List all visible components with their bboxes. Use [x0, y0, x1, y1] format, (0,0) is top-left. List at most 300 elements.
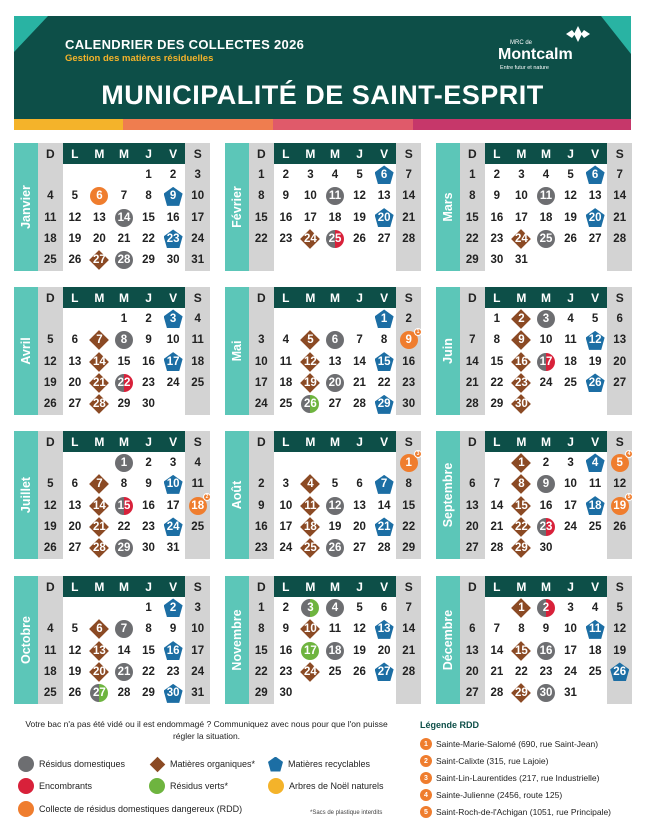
day-cell: [136, 330, 161, 351]
day-cell: [298, 394, 323, 415]
day-number: 8: [258, 623, 265, 636]
day-header: J: [136, 143, 161, 164]
day-cell: [298, 538, 323, 559]
day-cell: [87, 640, 112, 661]
day-cell: [112, 186, 137, 207]
legend-recycling-label: Matières recyclables: [288, 759, 371, 769]
day-cell: [298, 186, 323, 207]
day-number: 3: [169, 312, 177, 325]
day-number: 13: [68, 499, 82, 512]
day-cell: [396, 474, 421, 495]
day-number: 17: [166, 499, 180, 512]
day-cell: [347, 394, 372, 415]
rdd-legend-item: [420, 788, 562, 802]
day-header: V: [583, 576, 608, 597]
day-header: V: [161, 576, 186, 597]
day-number: 12: [588, 334, 602, 347]
day-cell: [87, 351, 112, 372]
day-cell: [372, 351, 397, 372]
day-cell: [38, 538, 63, 559]
rdd-legend-item: [420, 805, 611, 819]
legend-trees: [268, 778, 384, 794]
month-label: [436, 431, 460, 559]
day-header: J: [558, 143, 583, 164]
day-header: L: [63, 576, 88, 597]
day-number: 6: [71, 478, 79, 491]
day-number: 1: [120, 312, 128, 325]
day-cell: [485, 538, 510, 559]
empty-cell: [87, 597, 112, 618]
day-cell: [485, 683, 510, 704]
day-number: 18: [191, 355, 205, 368]
day-cell: [136, 164, 161, 185]
rdd-legend-item: [420, 754, 548, 768]
day-cell: [136, 495, 161, 516]
day-cell: [249, 228, 274, 249]
day-cell: [323, 186, 348, 207]
day-cell: [323, 597, 348, 618]
empty-cell: [558, 250, 583, 271]
day-header: D: [249, 287, 274, 308]
day-number: 28: [490, 542, 504, 555]
day-number: 26: [304, 398, 317, 411]
rdd-site-number: 1: [420, 738, 432, 750]
empty-cell: [607, 538, 632, 559]
day-cell: [558, 372, 583, 393]
day-cell: [63, 661, 88, 682]
day-number: 11: [304, 499, 317, 512]
day-cell: [185, 619, 210, 640]
day-number: 12: [353, 190, 366, 203]
organic-bin-icon: [150, 756, 166, 772]
day-cell: [112, 640, 137, 661]
day-number: 13: [377, 623, 391, 636]
day-number: 23: [254, 542, 268, 555]
empty-cell: [298, 452, 323, 473]
month-name: Juillet: [19, 476, 33, 514]
day-cell: [161, 474, 186, 495]
day-cell: [347, 372, 372, 393]
day-number: 9: [145, 478, 152, 491]
day-number: 9: [493, 190, 501, 203]
day-number: 28: [93, 398, 106, 411]
day-number: 25: [191, 376, 205, 389]
day-number: 27: [93, 254, 106, 267]
day-cell: [509, 452, 534, 473]
day-number: 21: [377, 520, 391, 533]
day-cell: [185, 516, 210, 537]
day-number: 21: [465, 376, 479, 389]
rdd-site-text: Saint-Calixte (315, rue Lajoie): [436, 756, 549, 766]
header-banner: [14, 16, 631, 119]
day-cell: [583, 619, 608, 640]
day-cell: [347, 186, 372, 207]
day-number: 12: [564, 190, 577, 203]
day-number: 10: [304, 190, 317, 203]
day-number: 4: [567, 312, 574, 325]
day-cell: [558, 619, 583, 640]
month-name: Décembre: [441, 609, 455, 671]
day-number: 3: [258, 334, 265, 347]
day-header: D: [38, 431, 63, 452]
day-header: V: [161, 143, 186, 164]
legend-domestic-label: Résidus domestiques: [39, 759, 126, 769]
month-grid: [460, 576, 632, 704]
day-cell: [249, 186, 274, 207]
day-cell: [558, 330, 583, 351]
day-number: 9: [542, 623, 550, 636]
day-number: 2: [145, 312, 152, 325]
day-number: 25: [43, 687, 57, 700]
day-cell: [558, 452, 583, 473]
day-cell: [323, 538, 348, 559]
day-number: 31: [191, 687, 205, 700]
day-number: 18: [279, 376, 293, 389]
day-cell: [298, 207, 323, 228]
month-grid: [249, 143, 421, 271]
day-number: 12: [613, 623, 627, 636]
day-number: 22: [515, 665, 528, 678]
day-header: V: [583, 431, 608, 452]
rdd-site-badge: 5: [625, 493, 633, 501]
calendar-subtitle: Gestion des matières résiduelles: [65, 53, 214, 64]
day-number: 26: [588, 376, 602, 389]
empty-cell: [274, 250, 299, 271]
day-header: M: [298, 287, 323, 308]
day-cell: [63, 474, 88, 495]
legend-domestic: [18, 756, 125, 772]
day-number: 18: [304, 520, 317, 533]
day-number: 7: [120, 623, 128, 636]
day-cell: [583, 330, 608, 351]
day-number: 8: [258, 190, 265, 203]
day-number: 2: [258, 478, 265, 491]
empty-cell: [38, 452, 63, 473]
day-cell: [63, 640, 88, 661]
day-number: 7: [493, 623, 501, 636]
legend-trees-label: Arbres de Noël naturels: [289, 781, 384, 791]
day-header: V: [161, 287, 186, 308]
month-grid: [38, 287, 210, 415]
day-number: 6: [380, 168, 388, 181]
day-cell: [161, 186, 186, 207]
day-cell: [372, 330, 397, 351]
day-number: 18: [43, 232, 57, 245]
month-name: Septembre: [441, 462, 455, 528]
day-header: V: [161, 431, 186, 452]
day-cell: [460, 250, 485, 271]
day-cell: [161, 495, 186, 516]
day-cell: [323, 394, 348, 415]
day-cell: [509, 683, 534, 704]
day-number: 7: [469, 334, 476, 347]
day-header: D: [460, 143, 485, 164]
day-cell: [509, 164, 534, 185]
day-cell: [583, 474, 608, 495]
day-number: 14: [490, 499, 504, 512]
legend-note: *Sacs de plastique interdits: [310, 810, 383, 816]
day-number: 4: [591, 456, 599, 469]
day-cell: [63, 207, 88, 228]
day-number: 28: [377, 542, 391, 555]
day-cell: [509, 186, 534, 207]
day-cell: [112, 516, 137, 537]
day-cell: [38, 207, 63, 228]
day-number: 7: [120, 190, 128, 203]
day-header: S: [396, 431, 421, 452]
day-cell: [38, 330, 63, 351]
day-number: 3: [307, 601, 314, 614]
day-cell: [583, 372, 608, 393]
day-number: 1: [469, 168, 476, 181]
day-cell: [396, 452, 421, 473]
day-number: 14: [613, 190, 627, 203]
day-cell: [38, 372, 63, 393]
day-header: M: [323, 143, 348, 164]
day-number: 21: [613, 211, 627, 224]
day-cell: [558, 351, 583, 372]
day-header: D: [249, 431, 274, 452]
day-header: J: [136, 287, 161, 308]
day-cell: [396, 372, 421, 393]
day-header: L: [485, 576, 510, 597]
day-cell: [372, 516, 397, 537]
day-cell: [347, 164, 372, 185]
day-number: 11: [191, 478, 204, 491]
day-cell: [607, 661, 632, 682]
day-number: 28: [613, 232, 627, 245]
day-number: 24: [515, 232, 528, 245]
day-number: 16: [254, 520, 268, 533]
day-number: 18: [43, 665, 57, 678]
day-header: S: [396, 287, 421, 308]
empty-cell: [185, 394, 210, 415]
day-number: 12: [304, 355, 317, 368]
day-number: 17: [539, 355, 553, 368]
day-number: 25: [328, 232, 342, 245]
day-number: 6: [71, 334, 79, 347]
day-number: 13: [465, 499, 479, 512]
month-janvier: [14, 143, 210, 271]
day-cell: [509, 394, 534, 415]
day-number: 19: [588, 355, 602, 368]
day-cell: [607, 640, 632, 661]
day-cell: [460, 186, 485, 207]
legend-organic-label: Matières organiques*: [170, 759, 256, 769]
rdd-site-text: Sainte-Marie-Salomé (690, rue Saint-Jean): [436, 739, 599, 749]
day-cell: [509, 640, 534, 661]
rdd-site-badge: 1: [414, 328, 422, 336]
day-cell: [583, 495, 608, 516]
day-cell: [249, 330, 274, 351]
empty-cell: [63, 308, 88, 329]
day-header: L: [485, 287, 510, 308]
day-cell: [558, 597, 583, 618]
day-header: S: [185, 287, 210, 308]
day-cell: [185, 186, 210, 207]
day-cell: [372, 308, 397, 329]
day-cell: [323, 330, 348, 351]
day-number: 24: [166, 376, 180, 389]
day-number: 16: [539, 499, 553, 512]
recycling-icon: [268, 757, 283, 772]
day-cell: [298, 164, 323, 185]
legend-recycling: [268, 756, 370, 772]
month-label: [436, 143, 460, 271]
legend-green-label: Résidus verts*: [170, 781, 229, 791]
day-cell: [136, 683, 161, 704]
month-label: [225, 576, 249, 704]
day-number: 18: [539, 211, 553, 224]
day-cell: [274, 597, 299, 618]
empty-cell: [112, 597, 137, 618]
day-cell: [112, 538, 137, 559]
day-number: 23: [142, 520, 155, 533]
day-cell: [396, 330, 421, 351]
day-cell: [87, 207, 112, 228]
day-cell: [249, 597, 274, 618]
rdd-site-badge: 2: [203, 493, 211, 501]
day-number: 12: [68, 644, 82, 657]
day-number: 10: [191, 190, 205, 203]
month-label: [225, 431, 249, 559]
legend-bulky-label: Encombrants: [39, 781, 93, 791]
day-cell: [298, 330, 323, 351]
day-number: 9: [282, 623, 290, 636]
day-number: 5: [356, 601, 363, 614]
day-cell: [347, 351, 372, 372]
day-cell: [485, 207, 510, 228]
day-number: 1: [380, 312, 388, 325]
day-number: 13: [353, 499, 366, 512]
day-number: 19: [613, 644, 627, 657]
day-number: 22: [117, 376, 131, 389]
empty-cell: [485, 452, 510, 473]
month-label: [436, 287, 460, 415]
month-grid: [38, 143, 210, 271]
day-cell: [460, 330, 485, 351]
day-number: 25: [328, 665, 342, 678]
day-cell: [63, 186, 88, 207]
month-mai: [225, 287, 421, 415]
month-août: [225, 431, 421, 559]
rdd-legend-item: [420, 737, 598, 751]
day-number: 9: [542, 478, 550, 491]
month-label: [14, 431, 38, 559]
day-cell: [396, 164, 421, 185]
day-cell: [136, 516, 161, 537]
day-cell: [136, 474, 161, 495]
day-number: 10: [304, 623, 317, 636]
day-number: 16: [166, 644, 180, 657]
day-number: 31: [191, 254, 205, 267]
day-number: 11: [44, 644, 57, 657]
day-number: 27: [353, 542, 366, 555]
day-cell: [583, 661, 608, 682]
day-cell: [460, 516, 485, 537]
day-cell: [583, 597, 608, 618]
day-header: S: [185, 576, 210, 597]
day-number: 20: [328, 376, 342, 389]
day-cell: [607, 495, 632, 516]
day-number: 4: [542, 168, 550, 181]
day-number: 15: [465, 211, 479, 224]
day-number: 18: [588, 644, 602, 657]
day-number: 6: [356, 478, 363, 491]
day-cell: [112, 619, 137, 640]
empty-cell: [38, 597, 63, 618]
day-number: 27: [93, 687, 106, 700]
day-number: 6: [331, 334, 339, 347]
day-number: 2: [542, 601, 550, 614]
day-header: S: [185, 143, 210, 164]
day-cell: [460, 538, 485, 559]
day-cell: [38, 250, 63, 271]
day-cell: [372, 394, 397, 415]
color-stripe-1: [14, 119, 123, 130]
day-header: V: [372, 431, 397, 452]
day-header: V: [372, 287, 397, 308]
day-number: 23: [402, 376, 416, 389]
day-cell: [607, 351, 632, 372]
day-cell: [347, 597, 372, 618]
empty-cell: [185, 538, 210, 559]
day-cell: [509, 228, 534, 249]
day-number: 13: [588, 190, 602, 203]
day-cell: [534, 597, 559, 618]
day-number: 8: [405, 478, 412, 491]
empty-cell: [534, 250, 559, 271]
month-décembre: [436, 576, 632, 704]
day-number: 24: [166, 520, 180, 533]
day-cell: [38, 351, 63, 372]
day-cell: [274, 330, 299, 351]
day-cell: [136, 250, 161, 271]
day-cell: [607, 452, 632, 473]
day-number: 27: [613, 376, 627, 389]
day-cell: [38, 495, 63, 516]
empty-cell: [298, 683, 323, 704]
day-cell: [185, 661, 210, 682]
day-number: 30: [539, 542, 553, 555]
day-cell: [63, 228, 88, 249]
day-cell: [485, 516, 510, 537]
day-number: 15: [117, 499, 131, 512]
day-cell: [323, 516, 348, 537]
day-cell: [185, 228, 210, 249]
day-cell: [136, 228, 161, 249]
day-number: 20: [465, 520, 479, 533]
day-cell: [63, 683, 88, 704]
day-header: L: [63, 287, 88, 308]
day-number: 11: [589, 478, 602, 491]
day-number: 22: [490, 376, 504, 389]
day-cell: [396, 516, 421, 537]
day-cell: [87, 394, 112, 415]
day-cell: [460, 372, 485, 393]
day-cell: [583, 308, 608, 329]
day-cell: [396, 308, 421, 329]
day-cell: [63, 250, 88, 271]
day-number: 11: [328, 190, 342, 203]
day-header: J: [347, 287, 372, 308]
day-cell: [460, 619, 485, 640]
day-cell: [485, 394, 510, 415]
day-header: M: [112, 431, 137, 452]
day-cell: [485, 640, 510, 661]
day-cell: [63, 538, 88, 559]
day-cell: [607, 516, 632, 537]
